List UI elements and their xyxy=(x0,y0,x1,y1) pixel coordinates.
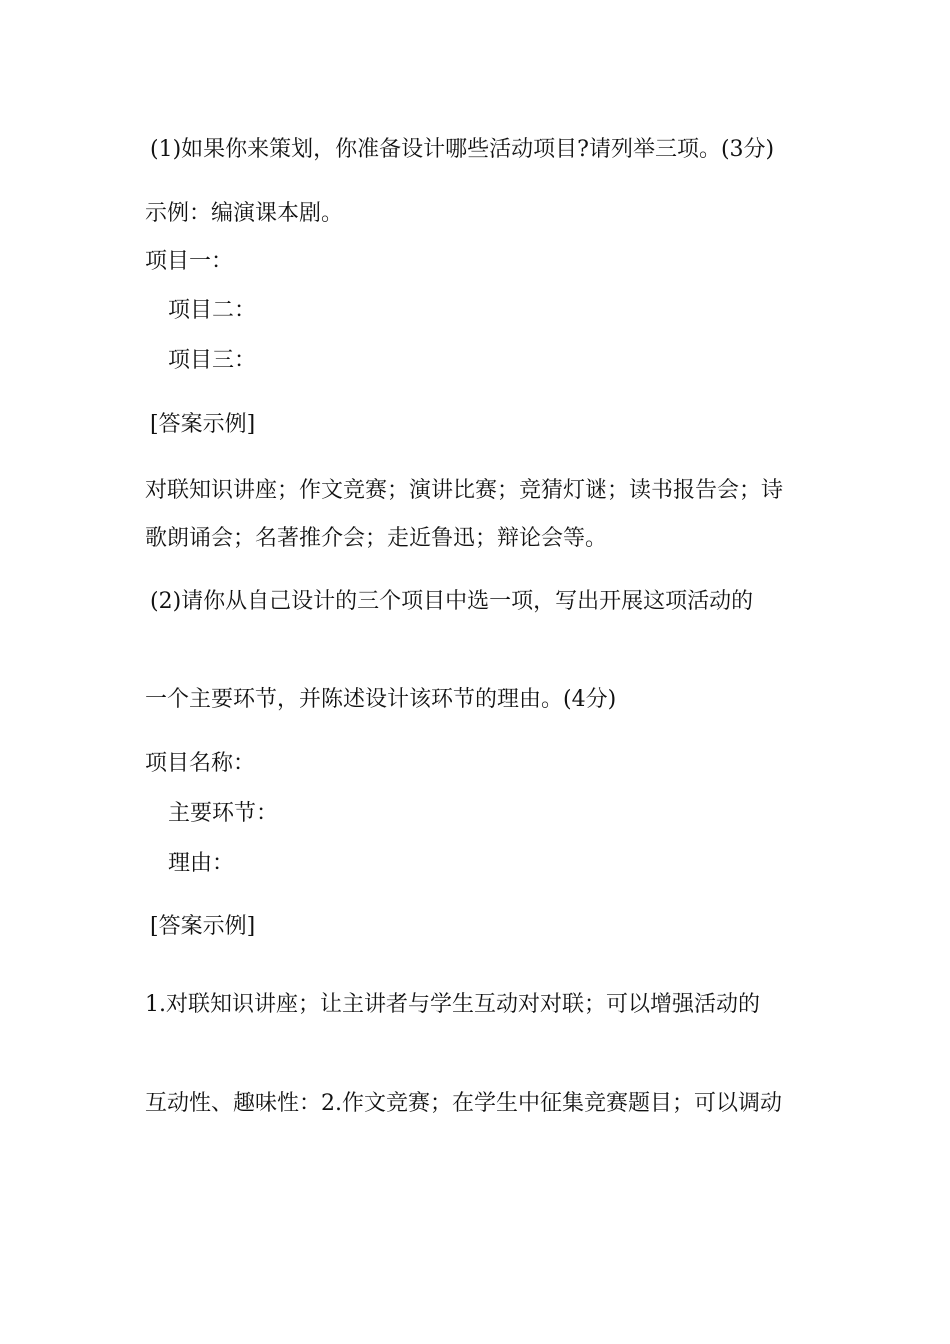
question-2-project-name: 项目名称： xyxy=(145,751,256,776)
answer-1-line-2: 歌朗诵会；名著推介会；走近鲁迅；辩论会等。 xyxy=(145,526,608,551)
question-2-prompt-line-1: (2)请你从自己设计的三个项目中选一项，写出开展这项活动的 xyxy=(150,589,754,614)
question-1-prompt: (1)如果你来策划，你准备设计哪些活动项目?请列举三项。(3分) xyxy=(150,137,775,162)
question-2-reason: 理由： xyxy=(168,851,235,876)
question-1-example: 示例：编演课本剧。 xyxy=(145,201,344,226)
question-2-main-step: 主要环节： xyxy=(168,801,279,826)
answer-2-line-2: 互动性、趣味性：2.作文竞赛；在学生中征集竞赛题目；可以调动 xyxy=(145,1091,782,1116)
question-1-item-1: 项目一： xyxy=(145,249,234,274)
answer-2-header: [答案示例] xyxy=(150,914,256,939)
question-2-prompt-line-2: 一个主要环节，并陈述设计该环节的理由。(4分) xyxy=(145,687,617,712)
answer-1-header: [答案示例] xyxy=(150,412,256,437)
question-1-item-2: 项目二： xyxy=(168,298,257,323)
answer-1-line-1: 对联知识讲座；作文竞赛；演讲比赛；竞猜灯谜；读书报告会；诗 xyxy=(145,478,784,503)
answer-2-line-1: 1.对联知识讲座；让主讲者与学生互动对对联；可以增强活动的 xyxy=(145,992,760,1017)
question-1-item-3: 项目三： xyxy=(168,348,257,373)
